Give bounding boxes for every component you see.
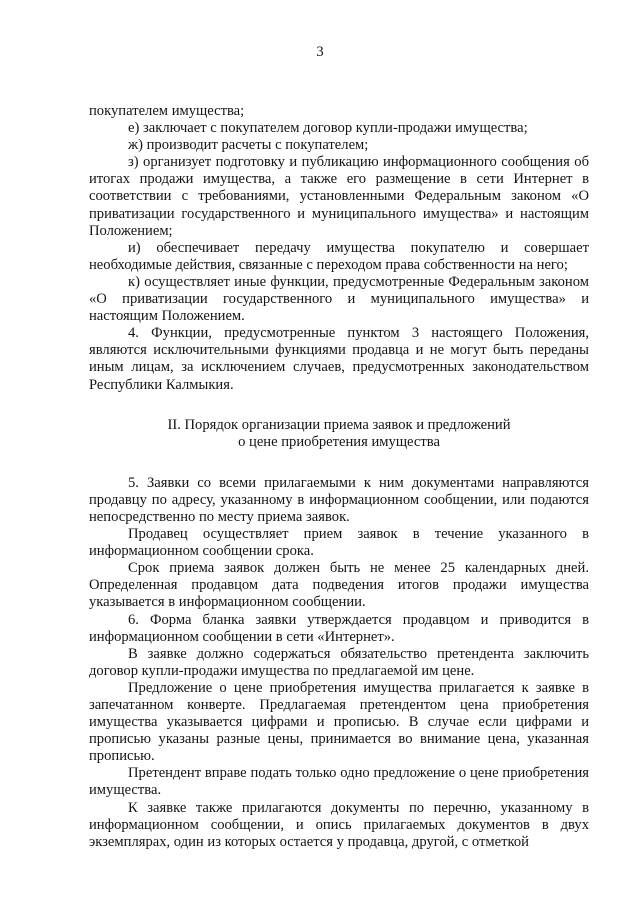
paragraph: Продавец осуществляет прием заявок в течение указанного в информационном сообщении срока. xyxy=(89,526,589,560)
paragraph: е) заключает с покупателем договор купли-продажи имущества; xyxy=(128,120,528,137)
section-heading-line: II. Порядок организации приема заявок и предложений xyxy=(167,416,511,433)
paragraph: з) организует подготовку и публикацию информационного сообщения об итогах продажи имущества, а также его размещение в сети Интернет в соответствии с требованиями, установленными Федеральным законом «О приватизации государственного и муниципального имущества» и настоящим Положением; xyxy=(89,154,589,239)
paragraph: Претендент вправе подать только одно предложение о цене приобретения имущества. xyxy=(89,765,589,799)
paragraph: ж) производит расчеты с покупателем; xyxy=(128,137,369,154)
paragraph: покупателем имущества; xyxy=(89,103,245,119)
paragraph: Предложение о цене приобретения имущества прилагается к заявке в запечатанном конверте. Предлагаемая претендентом цена приобретения имущества указывается цифрами и прописью. В случае если цифрами и прописью указаны разные цены, принимается во внимание цена, указанная прописью. xyxy=(89,679,589,765)
paragraph: 4. Функции, предусмотренные пунктом 3 настоящего Положения, являются исключительными функциями продавца и не могут быть переданы иным лицам, за исключением случаев, предусмотренных законодательством Республики Калмыкия. xyxy=(89,325,589,393)
paragraph: Срок приема заявок должен быть не менее 25 календарных дней. Определенная продавцом дата подведения итогов продажи имущества указывается в информационном сообщении. xyxy=(89,560,589,611)
document-body xyxy=(89,103,589,851)
paragraph: 5. Заявки со всеми прилагаемыми к ним документами направляются продавцу по адресу, указанному в информационном сообщении, или подаются непосредственно по месту приема заявок. xyxy=(89,474,589,525)
paragraph: к) осуществляет иные функции, предусмотренные Федеральным законом «О приватизации государственного и муниципального имущества» и настоящим Положением. xyxy=(89,273,589,325)
section-heading-line: о цене приобретения имущества xyxy=(238,433,440,450)
paragraph: и) обеспечивает передачу имущества покупателю и совершает необходимые действия, связанные с переходом права собственности на него; xyxy=(89,239,589,273)
paragraph: 6. Форма бланка заявки утверждается продавцом и приводится в информационном сообщении в сети «Интернет». xyxy=(89,611,589,645)
page-number: 3 xyxy=(316,44,324,60)
section-heading xyxy=(89,417,589,451)
paragraph: К заявке также прилагаются документы по перечню, указанному в информационном сообщении, и опись прилагаемых документов в двух экземплярах, один из которых остается у продавца, другой, с отметкой xyxy=(89,799,589,850)
paragraph: В заявке должно содержаться обязательство претендента заключить договор купли-продажи имущества по предлагаемой им цене. xyxy=(89,645,589,679)
